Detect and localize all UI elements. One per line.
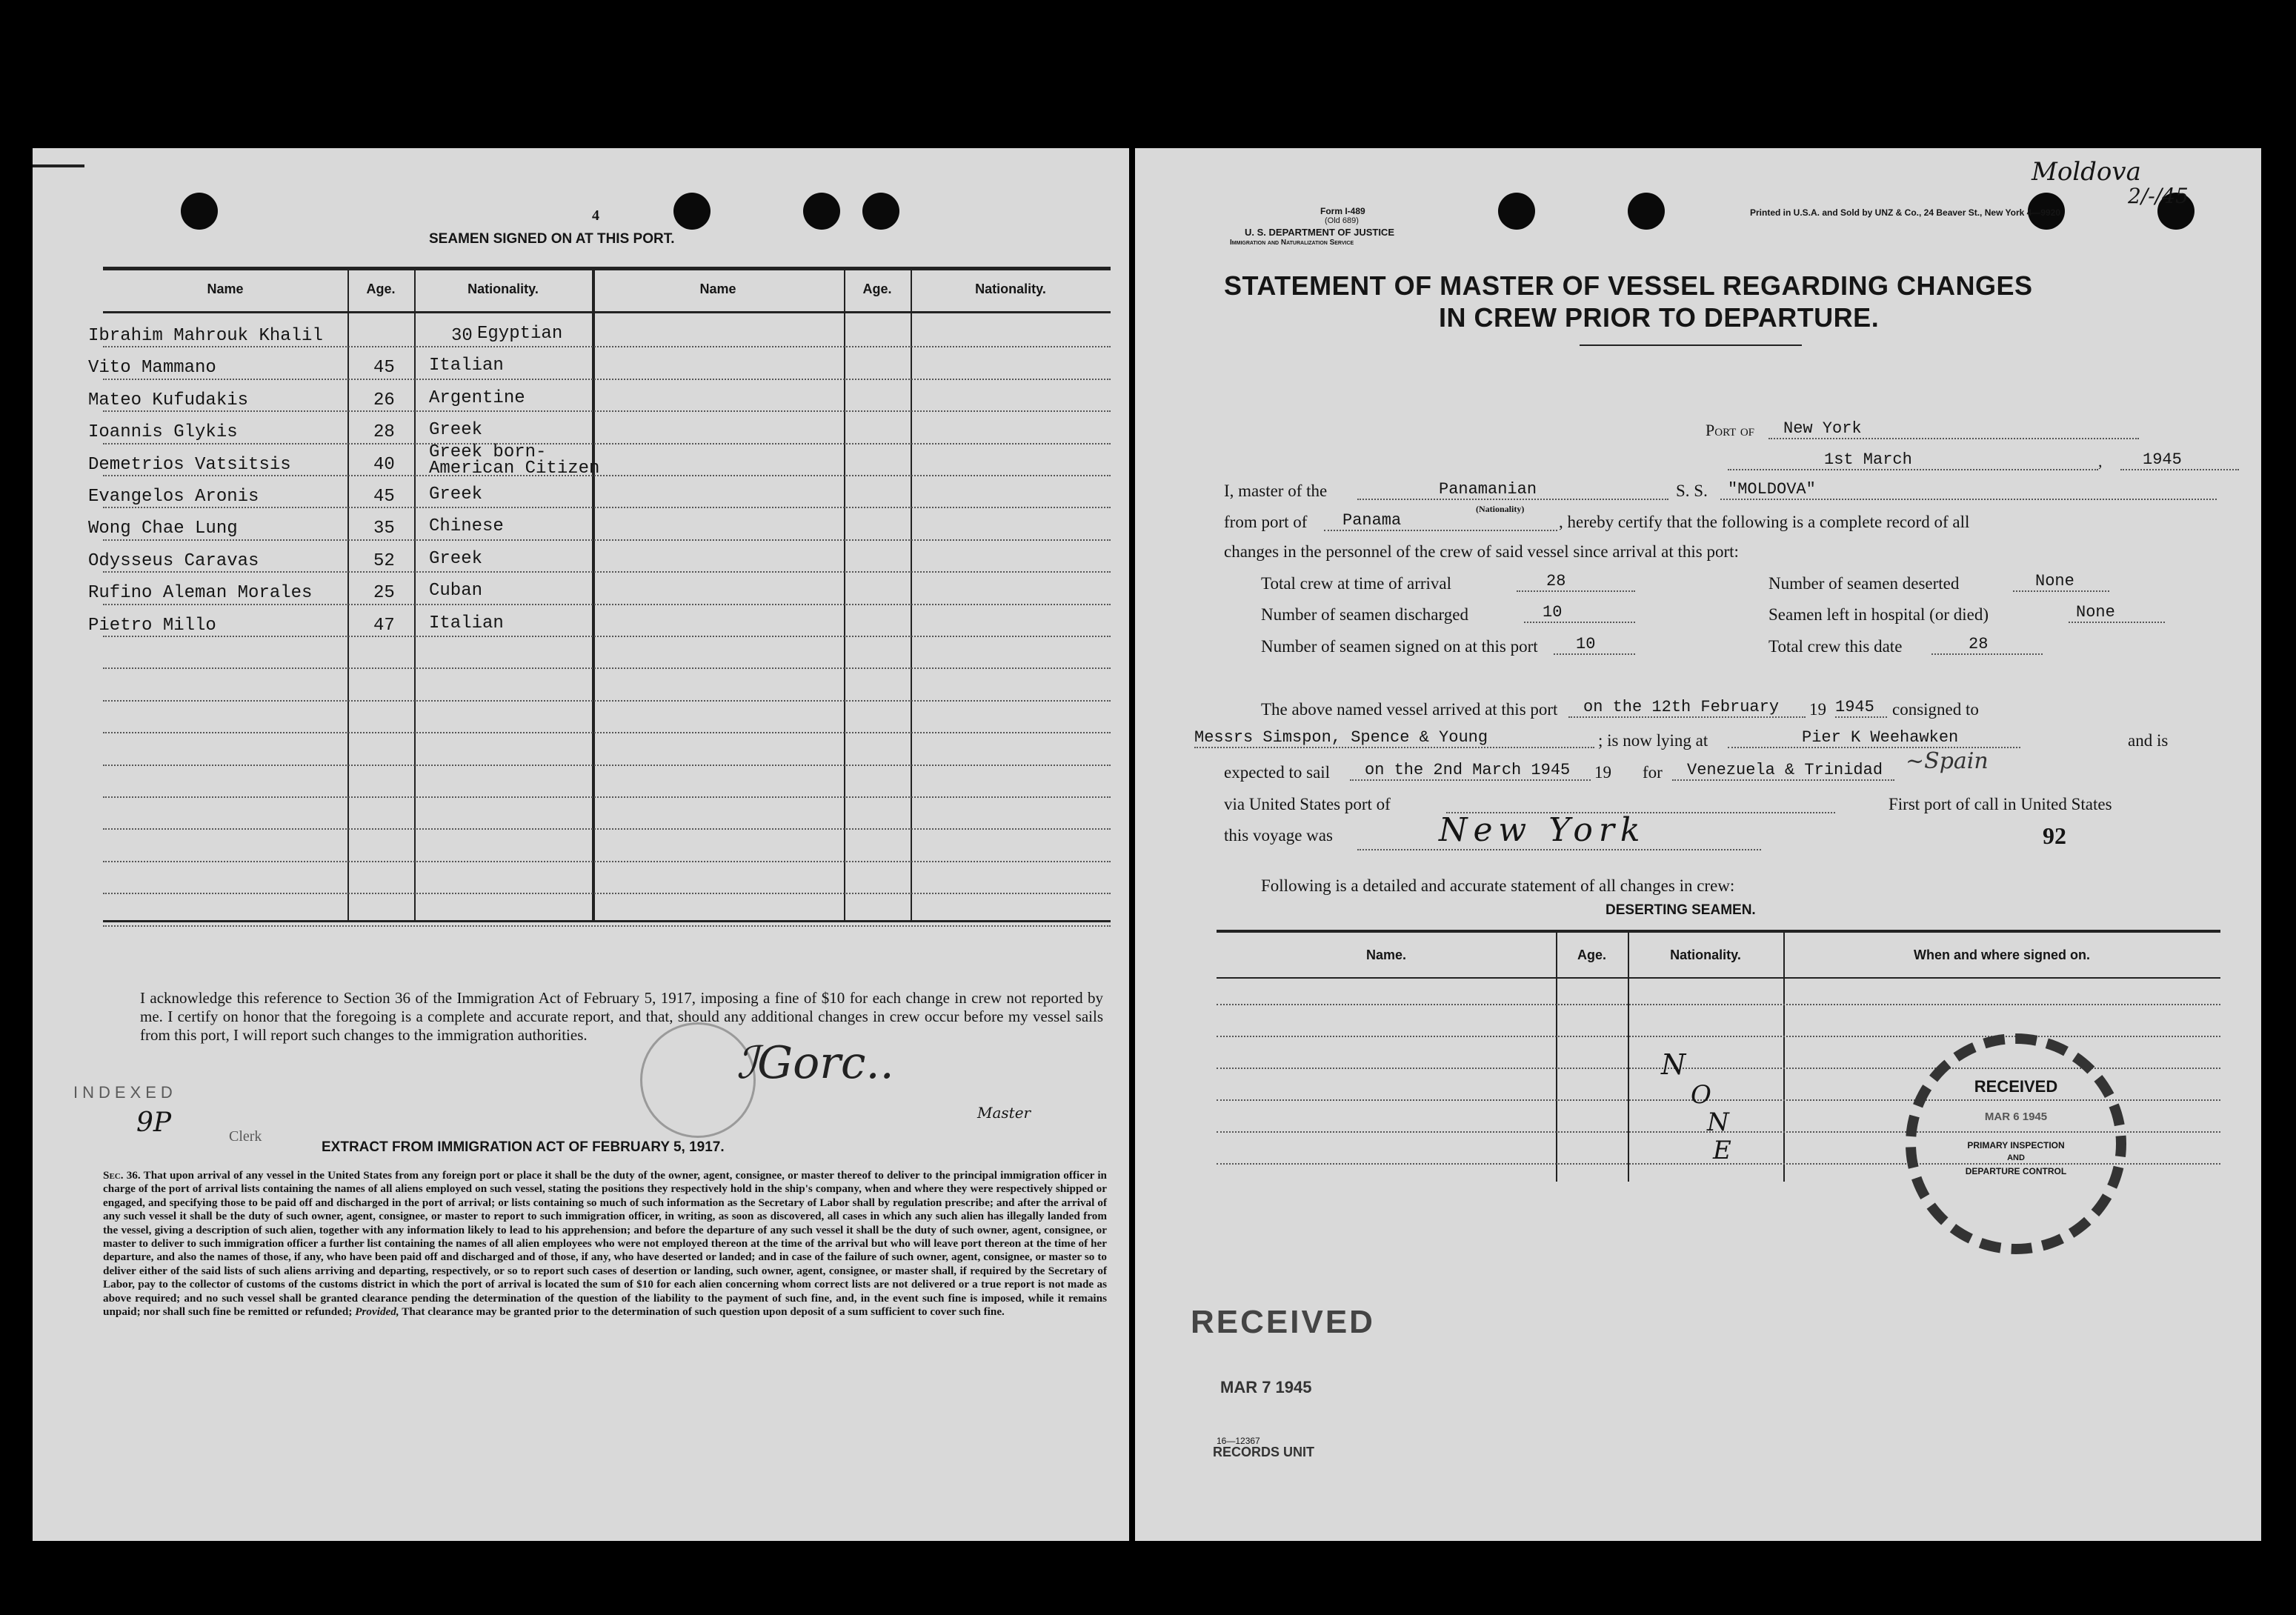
sec-provided: Provided,	[355, 1305, 399, 1319]
top-left-mark	[33, 164, 84, 167]
seaman-age: 45	[373, 358, 395, 379]
seaman-age: 45	[373, 487, 395, 507]
seaman-age: 28	[373, 422, 395, 443]
punch-hole	[803, 193, 840, 230]
total-arrival-label: Total crew at time of arrival	[1261, 574, 1452, 593]
title-underline	[1580, 344, 1802, 346]
col-header-age-2: Age.	[862, 282, 892, 296]
hospital-value: None	[2069, 603, 2165, 623]
department: U. S. DEPARTMENT OF JUSTICE	[1245, 227, 1394, 238]
lying-text: ; is now lying at	[1598, 731, 1708, 750]
extract-title: EXTRACT FROM IMMIGRATION ACT OF FEBRUARY 5, 1917.	[322, 1139, 725, 1155]
seaman-age: 35	[373, 519, 395, 539]
consignee-value: Messrs Simspon, Spence & Young	[1194, 728, 1594, 748]
arrived-text: The above named vessel arrived at this port	[1261, 700, 1558, 719]
table-row	[88, 350, 1111, 382]
seaman-nationality: Egyptian	[477, 324, 563, 344]
certify-text: , hereby certify that the following is a complete record of all	[1559, 513, 1970, 531]
printed-note: Printed in U.S.A. and Sold by UNZ & Co., 24 Beaver St., New York 4—9920	[1750, 207, 2061, 218]
via-text: via United States port of	[1224, 795, 1391, 813]
seaman-name: Mateo Kufudakis	[88, 390, 249, 410]
port-value: New York	[1768, 419, 2139, 439]
seaman-nationality: Greek	[429, 485, 483, 505]
following-text: Following is a detailed and accurate statement of all changes in crew:	[1261, 876, 1735, 895]
date-comma: ,	[2098, 452, 2103, 470]
table-row	[103, 640, 1111, 672]
arrived-19: 19	[1809, 700, 1826, 719]
none-letter-n: N	[1661, 1048, 1686, 1081]
inspection-stamp-line1: PRIMARY INSPECTION	[1967, 1140, 2065, 1151]
total-this-date-value: 28	[1931, 635, 2043, 655]
sec-label: Sec. 36.	[103, 1169, 141, 1182]
seaman-name: Ioannis Glykis	[88, 422, 238, 443]
none-letter-e: E	[1713, 1136, 1731, 1165]
section-title: SEAMEN SIGNED ON AT THIS PORT.	[429, 231, 675, 247]
des-col-name: Name.	[1365, 948, 1407, 962]
punch-hole	[1498, 193, 1535, 230]
discharged-label: Number of seamen discharged	[1261, 605, 1468, 624]
table-row	[103, 833, 1111, 865]
clerk-label: Clerk	[229, 1128, 262, 1145]
form-code: 16—12367	[1217, 1436, 1260, 1446]
table-row	[88, 442, 1111, 479]
table-row	[1217, 1004, 2220, 1005]
table-row	[103, 769, 1111, 801]
acknowledgement: I acknowledge this reference to Section 36 of the Immigration Act of February 5, 1917, imposing a fine of $10 for each change in crew not reported by me. I certify on honor that the foregoing is a complete and accurate report, and that, should any additional changes in crew occur before my vessel sails from this port, I will report such changes to the immigration authorities.	[140, 989, 1103, 1044]
deserted-label: Number of seamen deserted	[1768, 574, 1960, 593]
total-this-date-label: Total crew this date	[1768, 637, 1903, 656]
section-36-text	[103, 1169, 1107, 1319]
table-row	[103, 672, 1111, 704]
col-header-age: Age.	[366, 282, 396, 296]
inspection-stamp-title: RECEIVED	[1974, 1077, 2058, 1096]
seaman-age: 40	[373, 454, 395, 475]
table-row	[88, 415, 1111, 447]
des-col-nationality: Nationality.	[1670, 948, 1741, 962]
table-row	[103, 705, 1111, 736]
records-unit: RECORDS UNIT	[1213, 1445, 1315, 1459]
page-number: 4	[592, 207, 599, 224]
col-header-name: Name	[207, 282, 244, 296]
table-row	[88, 608, 1111, 640]
col-header-nationality: Nationality.	[467, 282, 539, 296]
punch-hole	[1628, 193, 1665, 230]
nationality-value: Panamanian	[1357, 480, 1668, 500]
expected-text: expected to sail	[1224, 763, 1331, 782]
inspection-stamp-line2: AND	[2007, 1153, 2025, 1162]
master-prefix: I, master of the	[1224, 482, 1328, 500]
seamen-signed-table	[88, 267, 1111, 925]
seaman-nationality: Greek	[429, 548, 483, 569]
form-old: (Old 689)	[1325, 216, 1359, 225]
date-value: 1st March	[1728, 450, 2098, 470]
table-row	[88, 479, 1111, 511]
seaman-age: 30	[451, 326, 473, 346]
seaman-name: Pietro Millo	[88, 615, 216, 636]
punch-hole	[673, 193, 711, 230]
col-header-nationality-2: Nationality.	[975, 282, 1046, 296]
table-row	[103, 736, 1111, 768]
left-page	[33, 148, 1129, 1541]
via-blank	[1446, 793, 1835, 813]
deserted-value: None	[2013, 572, 2109, 592]
table-row	[1217, 1036, 2220, 1037]
seaman-age: 25	[373, 583, 395, 604]
none-letter-n2: N	[1707, 1108, 1729, 1137]
seaman-nationality: Cuban	[429, 581, 483, 602]
signed-value: 10	[1554, 635, 1635, 655]
voyage-value: New York	[1357, 811, 1761, 850]
for-value: Venezuela & Trinidad	[1672, 761, 1894, 781]
table-row	[103, 897, 1111, 929]
consigned-text: consigned to	[1892, 700, 1979, 719]
for-handwritten-note: ~Spain	[1906, 748, 1989, 774]
expected-value: on the 2nd March 1945	[1350, 761, 1591, 781]
table-row	[103, 801, 1111, 833]
corner-note: Moldova	[2032, 157, 2141, 187]
seaman-nationality: Chinese	[429, 516, 504, 537]
sec-text: That upon arrival of any vessel in the United States from any foreign port or place it shall be the duty of the owner, agent, consignee, or master thereof to deliver to the principal immigration officer in charge of the port of arrival lists containing the names of all aliens employed on such vessel, stating the positions they respectively hold in the ship's company, when and where they were respectively shipped or engaged, and specifying those to be paid off and discharged in the port of arrival; or lists containing so much of such information as the Secretary of Labor shall by regulation prescribe; and after the arrival of any such vessel it shall be the duty of such owner, agent, consignee, or master to report to such immigration officer, in writing, as soon as discovered, all cases in which any such alien has illegally landed from the vessel, giving a description of such alien, together with any information likely to lead to his apprehension; and before the departure of any such vessel it shall be the duty of such owner, agent, consignee, or master to deliver to such immigration officer a further list containing the names of all alien employees who were not employed thereon at the time of the arrival but who will leave port thereon at the time of her departure, and also the names of those, if any, who have been paid off and discharged and of those, if any, who have deserted or landed; and in case of the failure of such owner, agent, consignee, or master so to deliver either of the said lists of such aliens arriving and departing, respectively, or so to report such cases of desertion or landing, such owner, agent, consignee, or master shall, if required by the Secretary of Labor, pay to the collector of customs of the customs district in which the port of arrival is located the sum of $10 for each alien concerning whom correct lists are not delivered or a true report is not made as above required; and no such vessel shall be granted clearance pending the determination of the question of the liability to the payment of such fine, and, in the event such fine is imposed, while it remains unpaid; nor shall such fine be remitted or refunded;	[103, 1169, 1107, 1319]
expected-19: 19	[1594, 763, 1611, 782]
indexed-label: INDEXED	[73, 1083, 177, 1102]
discharged-value: 10	[1524, 603, 1635, 623]
seaman-name: Rufino Aleman Morales	[88, 583, 313, 604]
signed-label: Number of seamen signed on at this port	[1261, 637, 1538, 656]
sec-end: That clearance may be granted prior to the determination of such question upon deposit of a sum sufficient to cover such fine.	[402, 1305, 1005, 1319]
inspection-stamp	[1906, 1033, 2126, 1254]
seaman-name: Ibrahim Mahrouk Khalil	[88, 326, 323, 346]
form-number: Form I-489	[1320, 206, 1365, 216]
inspection-stamp-date: MAR 6 1945	[1984, 1110, 2048, 1123]
seaman-name: Evangelos Aronis	[88, 487, 259, 507]
col-header-name-2: Name	[699, 282, 736, 296]
and-is: and is	[2128, 731, 2169, 750]
from-port-value: Panama	[1324, 511, 1557, 531]
master-label: Master	[977, 1104, 1031, 1122]
seaman-nationality: Italian	[429, 356, 504, 376]
total-arrival-value: 28	[1517, 572, 1635, 592]
voyage-text: this voyage was	[1224, 826, 1333, 845]
corner-date: 2/-/45	[2128, 184, 2189, 208]
for-text: for	[1643, 763, 1663, 782]
ship-name: "MOLDOVA"	[1720, 480, 2217, 500]
year-value: 1945	[2120, 450, 2239, 470]
inspection-stamp-line3: DEPARTURE CONTROL	[1965, 1166, 2067, 1176]
table-row	[88, 576, 1111, 607]
des-col-age: Age.	[1577, 948, 1606, 962]
arrived-year: 1945	[1835, 698, 1887, 718]
received-date: MAR 7 1945	[1220, 1378, 1312, 1396]
arrived-value: on the 12th February	[1568, 698, 1806, 718]
seaman-age: 26	[373, 390, 395, 410]
table-row	[103, 865, 1111, 897]
deserting-title: DESERTING SEAMEN.	[1605, 902, 1756, 918]
master-signature: ℐGorc..	[736, 1037, 894, 1089]
table-row	[88, 383, 1111, 415]
port-label: Port of	[1706, 421, 1755, 439]
des-col-when-where: When and where signed on.	[1913, 948, 2091, 962]
changes-text: changes in the personnel of the crew of said vessel since arrival at this port:	[1224, 542, 1739, 561]
seaman-nationality: Greek	[429, 420, 483, 441]
received-stamp: RECEIVED	[1191, 1304, 1375, 1340]
seaman-name: Wong Chae Lung	[88, 519, 238, 539]
first-port-text: First port of call in United States	[1889, 795, 2112, 813]
title-line-1: STATEMENT OF MASTER OF VESSEL REGARDING CHANGES	[1224, 270, 2033, 301]
nationality-caption: (Nationality)	[1476, 504, 1525, 514]
from-port-label: from port of	[1224, 513, 1308, 531]
title-line-2: IN CREW PRIOR TO DEPARTURE.	[1439, 302, 1880, 333]
service: Immigration and Naturalization Service	[1230, 239, 1354, 247]
none-letter-o: O	[1691, 1080, 1711, 1110]
punch-hole	[862, 193, 899, 230]
indexed-mark: 9P	[136, 1108, 172, 1138]
punch-hole	[181, 193, 218, 230]
seaman-name: Odysseus Caravas	[88, 550, 259, 571]
seaman-age: 47	[373, 615, 395, 636]
hospital-label: Seamen left in hospital (or died)	[1768, 605, 1989, 624]
ss-label: S. S.	[1676, 482, 1708, 500]
lying-value: Pier K Weehawken	[1728, 728, 2020, 748]
seaman-age: 52	[373, 550, 395, 571]
table-row	[88, 544, 1111, 576]
seaman-name: Demetrios Vatsitsis	[88, 454, 291, 475]
number-92: 92	[2043, 822, 2066, 849]
table-row	[88, 319, 1111, 350]
seaman-nationality: Greek born- American Citizen	[429, 442, 600, 479]
seaman-name: Vito Mammano	[88, 358, 216, 379]
right-page	[1135, 148, 2261, 1541]
table-row	[88, 511, 1111, 543]
seaman-nationality: Italian	[429, 613, 504, 633]
seaman-nationality: Argentine	[429, 387, 525, 408]
